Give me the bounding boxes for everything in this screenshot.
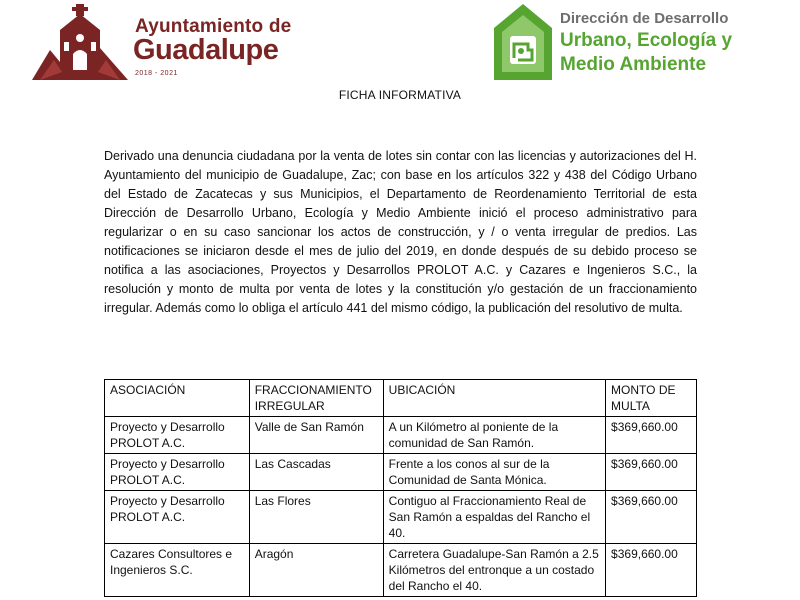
fines-table — [104, 379, 697, 597]
cell-monto: $369,660.00 — [606, 544, 697, 597]
cell-monto: $369,660.00 — [606, 491, 697, 544]
cell-fraccionamiento: Aragón — [249, 544, 383, 597]
table-header-row — [105, 380, 697, 417]
cell-asociacion: Proyecto y Desarrollo PROLOT A.C. — [105, 417, 250, 454]
cell-ubicacion: Contiguo al Fraccionamiento Real de San Ramón a espaldas del Rancho el 40. — [383, 491, 605, 544]
urbano-ecologia-text: Urbano, Ecología y — [560, 30, 733, 51]
cell-fraccionamiento: Las Cascadas — [249, 454, 383, 491]
guadalupe-text: Guadalupe — [133, 34, 279, 66]
document-title: FICHA INFORMATIVA — [338, 88, 462, 102]
ayuntamiento-text: Ayuntamiento de — [135, 16, 292, 37]
medio-ambiente-text: Medio Ambiente — [560, 54, 707, 75]
cell-fraccionamiento: Las Flores — [249, 491, 383, 544]
church-emblem-icon — [30, 2, 130, 82]
cell-ubicacion: A un Kilómetro al poniente de la comunidad de San Ramón. — [383, 417, 605, 454]
header-asociacion: ASOCIACIÓN — [105, 380, 250, 417]
body-paragraph: Derivado una denuncia ciudadana por la venta de lotes sin contar con las licencias y autorizaciones del H. Ayuntamiento del municipio de Guadalupe, Zac; con base en los artículos 322 y 438 del Código Urbano del Estado de Zacatecas y sus Municipios, el Departamento de Reordenamiento Territorial de esta Dirección de Desarrollo Urbano, Ecología y Medio Ambiente inició el proceso administrativo para regularizar o en su caso sancionar los actos de construcción, y / o venta irregular de predios. Las notificaciones se iniciaron desde el mes de julio del 2019, en donde después de su debido proceso se notifica a las asociaciones, Proyectos y Desarrollos PROLOT A.C. y Cazares e Ingenieros S.C., la resolución y monto de multa por venta de lotes y la constitución y/o gestación de un fraccionamiento irregular. Además como lo obliga el artículo 441 del mismo código, la publicación del resolutivo de multa. — [104, 149, 697, 315]
header-monto: MONTO DE MULTA — [606, 380, 697, 417]
table-row — [105, 491, 697, 544]
period-text: 2018 - 2021 — [135, 70, 178, 77]
house-leaf-icon — [492, 2, 554, 82]
cell-fraccionamiento: Valle de San Ramón — [249, 417, 383, 454]
header-fraccionamiento: FRACCIONAMIENTO IRREGULAR — [249, 380, 383, 417]
cell-monto: $369,660.00 — [606, 417, 697, 454]
cell-asociacion: Cazares Consultores e Ingenieros S.C. — [105, 544, 250, 597]
direccion-logo — [492, 2, 782, 82]
table-row — [105, 544, 697, 597]
header-ubicacion: UBICACIÓN — [383, 380, 605, 417]
cell-ubicacion: Carretera Guadalupe-San Ramón a 2.5 Kilómetros del entronque a un costado del Rancho el 40. — [383, 544, 605, 597]
cell-asociacion: Proyecto y Desarrollo PROLOT A.C. — [105, 491, 250, 544]
table-row — [105, 454, 697, 491]
table-row — [105, 417, 697, 454]
ayuntamiento-logo — [30, 2, 290, 82]
cell-asociacion: Proyecto y Desarrollo PROLOT A.C. — [105, 454, 250, 491]
cell-monto: $369,660.00 — [606, 454, 697, 491]
cell-ubicacion: Frente a los conos al sur de la Comunidad de Santa Mónica. — [383, 454, 605, 491]
direccion-text: Dirección de Desarrollo — [560, 10, 729, 27]
